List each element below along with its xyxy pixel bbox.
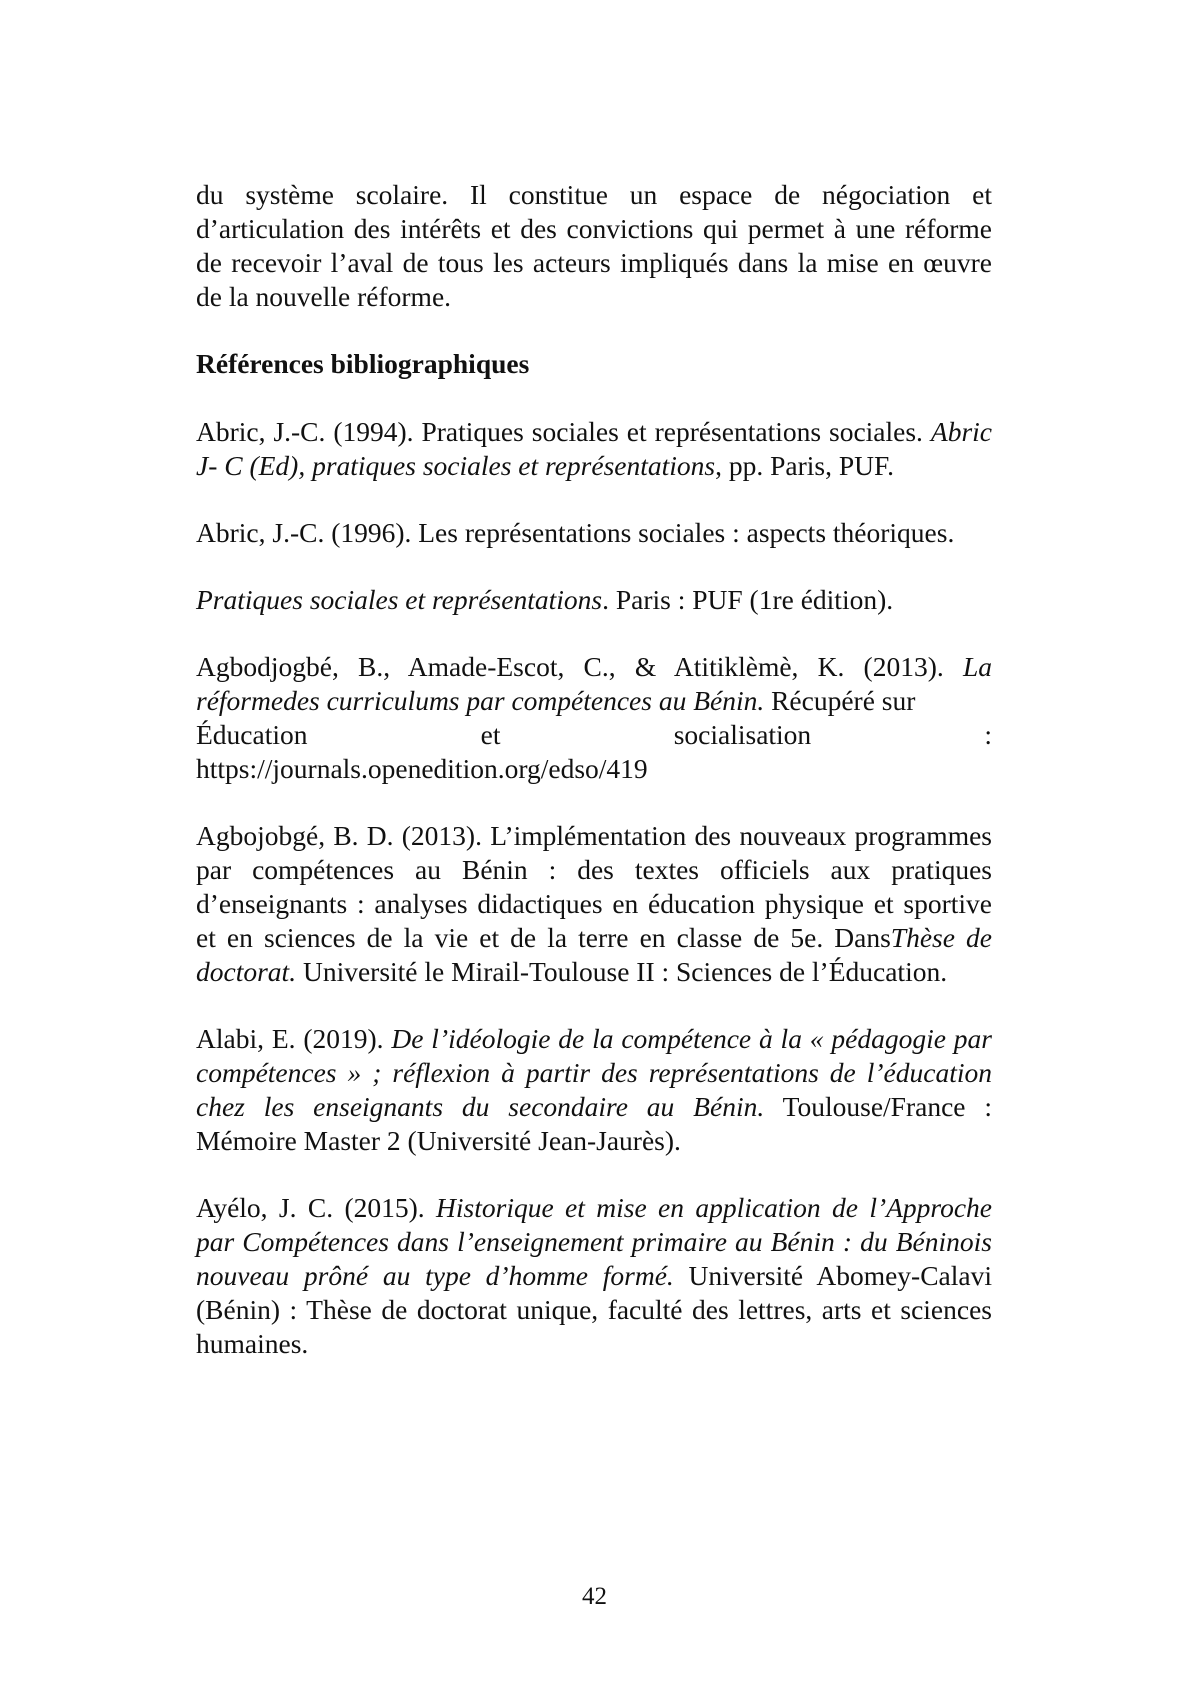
reference-text: Éducation — [196, 719, 308, 750]
reference-text: Université Abomey-Calavi (Bénin) : Thèse de doctorat unique, faculté des lettres, arts et sciences humaines. — [196, 1260, 992, 1359]
reference-title: Thèse de doctorat. — [196, 922, 992, 987]
reference-entry — [196, 583, 992, 617]
reference-title: Historique et mise en application de l’Approche par Compétences dans l’enseignement primaire au Bénin : du Béninois nouveau prôné au type d’homme formé. — [196, 1192, 993, 1291]
reference-entry — [196, 415, 992, 483]
reference-text: : — [984, 719, 992, 750]
reference-entry — [196, 650, 992, 786]
reference-entry — [196, 1022, 992, 1158]
reference-text: Abric, J.-C. (1996). Les représentations sociales : aspects théoriques. — [196, 517, 955, 548]
document-page — [196, 178, 992, 1361]
reference-text: Toulouse/France : Mémoire Master 2 (Université Jean-Jaurès). — [196, 1091, 993, 1156]
section-heading: Références bibliographiques — [196, 348, 530, 379]
reference-entry — [196, 1191, 992, 1361]
reference-text: Université le Mirail-Toulouse II : Sciences de l’Éducation. — [296, 956, 948, 987]
reference-text: Récupéré sur — [764, 685, 916, 716]
reference-title: Pratiques sociales et représentations — [196, 584, 603, 615]
reference-entry — [196, 819, 992, 989]
reference-text: et — [480, 719, 501, 750]
reference-text: Agbojobgé, B. D. (2013). L’implémentation des nouveaux programmes par compétences au Bénin : des textes officiels aux pratiques d’enseignants : analyses didactiques en éducation physique et sportive et en sciences de la vie et de la terre en classe de 5e. Dans — [196, 820, 992, 953]
reference-text: Alabi, E. (2019). — [196, 1023, 392, 1054]
page-number: 42 — [582, 1583, 607, 1610]
reference-spread-line — [196, 718, 992, 752]
reference-entry — [196, 516, 992, 550]
intro-paragraph: du système scolaire. Il constitue un espace de négociation et d’articulation des intérêts et des convictions qui permet à une réforme de recevoir l’aval de tous les acteurs impliqués dans la mise en œuvre de la nouvelle réforme. — [196, 179, 992, 312]
reference-text: Agbodjogbé, B., Amade-Escot, C., & Atitiklèmè, K. (2013). — [196, 651, 963, 682]
reference-title: La réformedes curriculums par compétences au Bénin. — [196, 651, 992, 716]
reference-url[interactable]: https://journals.openedition.org/edso/419 — [196, 753, 648, 784]
reference-text: Ayélo, J. C. (2015). — [196, 1192, 437, 1223]
reference-title: Abric J- C (Ed), pratiques sociales et représentations — [196, 416, 992, 481]
reference-text: . Paris : PUF (1re édition). — [602, 584, 894, 615]
reference-text: , pp. Paris, PUF. — [715, 450, 894, 481]
reference-text: Abric, J.-C. (1994). Pratiques sociales et représentations sociales. — [196, 416, 931, 447]
reference-text: socialisation — [673, 719, 812, 750]
reference-title: De l’idéologie de la compétence à la « pédagogie par compétences » ; réflexion à partir des représentations de l’éducation chez les enseignants du secondaire au Bénin. — [196, 1023, 992, 1122]
